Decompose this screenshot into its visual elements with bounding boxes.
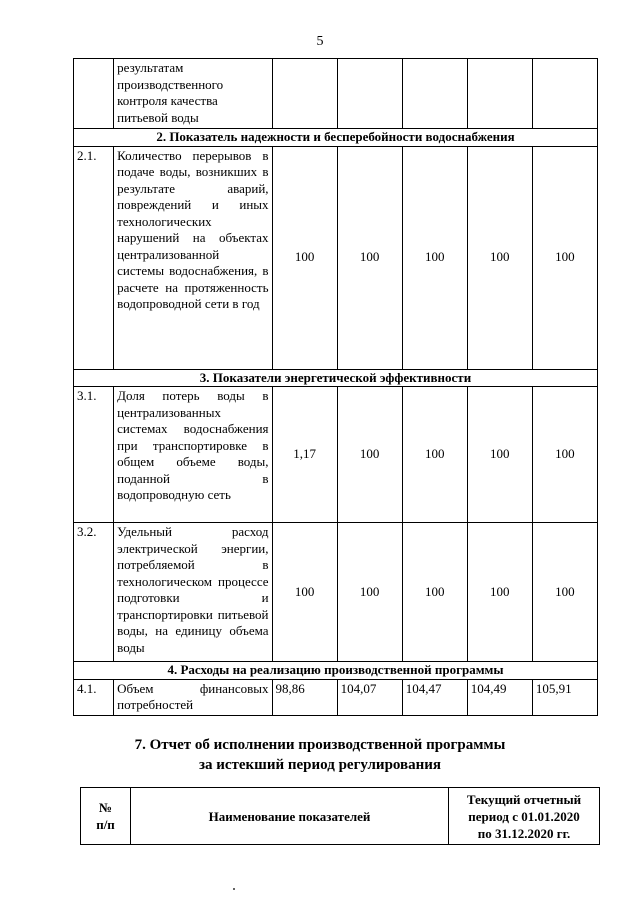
report-section-title xyxy=(0,735,640,775)
table-row xyxy=(74,679,598,715)
section-title: 2. Показатель надежности и бесперебойности водоснабжения xyxy=(74,129,598,147)
period-header xyxy=(449,788,600,845)
num-header-line: № xyxy=(98,800,113,815)
indicator-name: Количество перерывов в подаче воды, возникших в результате аварий, повреждений и иных технологических нарушений на объектах централизованной системы водоснабжения, в расчете на протяженность водопроводной сети в год xyxy=(114,146,272,369)
value-cell: 100 xyxy=(337,146,402,369)
value-cell xyxy=(532,59,597,129)
value-cell xyxy=(467,59,532,129)
table-row xyxy=(74,146,598,369)
indicator-name: Объем финансовых потребностей xyxy=(114,679,272,715)
indicator-name: Доля потерь воды в централизованных системах водоснабжения при транспортировке в общем объеме воды, поданной в водопроводную сеть xyxy=(114,387,272,523)
indicator-name: результатам производственного контроля качества питьевой воды xyxy=(114,59,272,129)
row-number: 3.2. xyxy=(74,523,114,662)
row-number: 2.1. xyxy=(74,146,114,369)
indicators-table xyxy=(73,58,598,716)
value-cell xyxy=(272,59,337,129)
table-row xyxy=(74,387,598,523)
name-header: Наименование показателей xyxy=(131,788,449,845)
report-table xyxy=(80,787,600,845)
num-header-line: п/п xyxy=(96,817,115,832)
value-cell: 104,47 xyxy=(402,679,467,715)
value-cell: 100 xyxy=(337,523,402,662)
scan-speck xyxy=(233,888,235,890)
value-cell: 100 xyxy=(272,146,337,369)
indicator-name: Удельный расход электрической энергии, потребляемой в технологическом процессе подготовки и транспортировки питьевой воды, на единицу объема воды xyxy=(114,523,272,662)
value-cell: 100 xyxy=(402,523,467,662)
value-cell: 100 xyxy=(467,523,532,662)
table-row xyxy=(74,59,598,129)
value-cell: 100 xyxy=(402,146,467,369)
row-number xyxy=(74,59,114,129)
value-cell: 105,91 xyxy=(532,679,597,715)
section-header-row xyxy=(74,662,598,680)
value-cell: 100 xyxy=(337,387,402,523)
section-title: 4. Расходы на реализацию производственной программы xyxy=(74,662,598,680)
value-cell: 100 xyxy=(272,523,337,662)
value-cell: 100 xyxy=(532,523,597,662)
page-number: 5 xyxy=(316,34,324,49)
period-header-line: по 31.12.2020 гг. xyxy=(477,825,571,841)
value-cell xyxy=(337,59,402,129)
period-header-line: период с 01.01.2020 xyxy=(468,808,580,824)
num-header xyxy=(81,788,131,845)
row-number: 3.1. xyxy=(74,387,114,523)
value-cell: 98,86 xyxy=(272,679,337,715)
table-row xyxy=(74,523,598,662)
section-header-row xyxy=(74,369,598,387)
value-cell: 100 xyxy=(402,387,467,523)
report-title-line: за истекший период регулирования xyxy=(198,757,442,773)
period-header-line: Текущий отчетный xyxy=(466,791,582,807)
value-cell: 104,49 xyxy=(467,679,532,715)
row-number: 4.1. xyxy=(74,679,114,715)
value-cell: 100 xyxy=(532,146,597,369)
value-cell: 100 xyxy=(532,387,597,523)
report-header-row xyxy=(81,788,600,845)
value-cell: 104,07 xyxy=(337,679,402,715)
report-title-line: 7. Отчет об исполнении производственной программы xyxy=(134,737,506,753)
value-cell: 1,17 xyxy=(272,387,337,523)
value-cell: 100 xyxy=(467,387,532,523)
section-title: 3. Показатели энергетической эффективности xyxy=(74,369,598,387)
value-cell: 100 xyxy=(467,146,532,369)
section-header-row xyxy=(74,129,598,147)
value-cell xyxy=(402,59,467,129)
